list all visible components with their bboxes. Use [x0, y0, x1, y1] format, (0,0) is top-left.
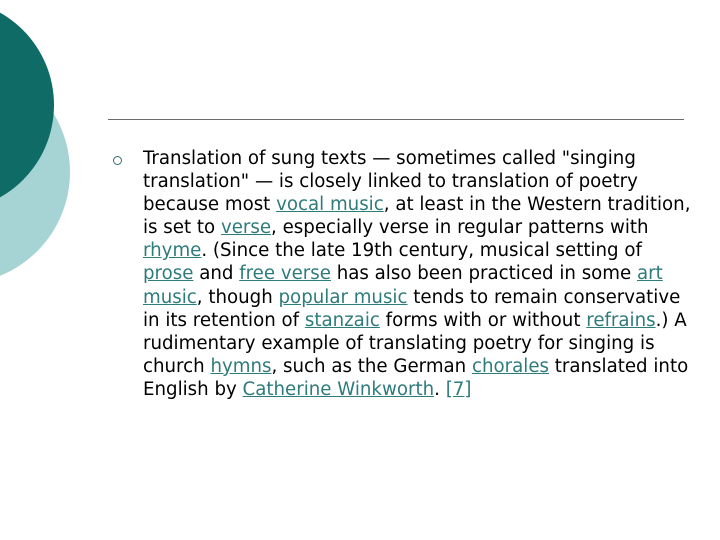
bullet-paragraph [143, 147, 691, 401]
title-divider-line [108, 119, 684, 120]
paragraph-text: has also been practiced in some [330, 263, 637, 285]
link-free-verse[interactable]: free verse [239, 263, 331, 285]
link-catherine-winkworth[interactable]: Catherine Winkworth [242, 378, 435, 400]
link-rhyme[interactable]: rhyme [143, 240, 202, 262]
link-vocal-music[interactable]: vocal music [276, 194, 384, 216]
paragraph-text: , at least in the Western tradition, is set to [143, 194, 691, 239]
paragraph-text: , especially verse in regular patterns with [271, 217, 649, 239]
paragraph-text: . (Since the late 19th century, musical setting of [201, 240, 642, 262]
link-refrains[interactable]: refrains [586, 309, 656, 331]
link-art-music[interactable]: art music [143, 263, 663, 308]
link-verse[interactable]: verse [220, 217, 272, 239]
decorative-circles [0, 0, 90, 300]
hollow-circle-bullet-icon [113, 156, 122, 165]
link-chorales[interactable]: chorales [471, 355, 549, 377]
paragraph-text: translated into English by [143, 355, 689, 400]
paragraph-text: . [434, 378, 446, 400]
paragraph-text: forms with or without [379, 309, 587, 331]
link-prose[interactable]: prose [143, 263, 194, 285]
paragraph-text: Translation of sung texts — sometimes called "singing translation" — is closely linked to translation of poetry because most [143, 148, 638, 216]
link-hymns[interactable]: hymns [210, 355, 272, 377]
paragraph-text: tends to remain conservative in its retention of [143, 286, 681, 331]
link-citation-7[interactable]: [7] [445, 378, 472, 400]
link-popular-music[interactable]: popular music [278, 286, 408, 308]
paragraph-text: and [193, 263, 240, 285]
paragraph-text: , such as the German [271, 355, 472, 377]
link-stanzaic[interactable]: stanzaic [304, 309, 380, 331]
paragraph-text: , though [196, 286, 279, 308]
paragraph-text: .) A rudimentary example of translating poetry for singing is church [143, 309, 687, 377]
